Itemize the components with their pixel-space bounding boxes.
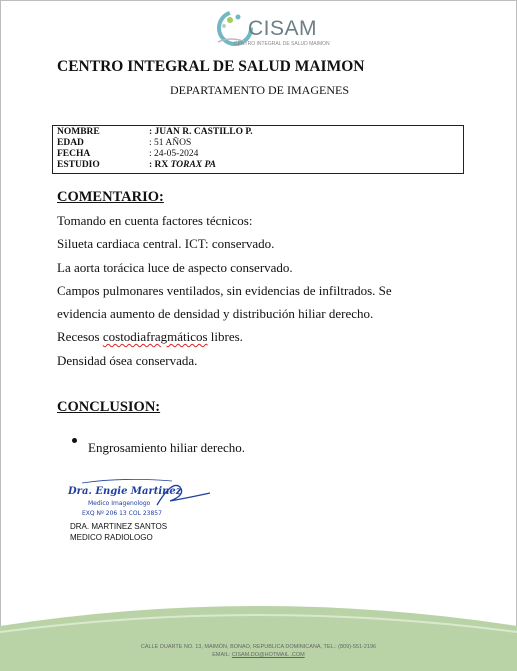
field-label-edad: EDAD bbox=[57, 138, 84, 148]
conclusion-heading: CONCLUSION: bbox=[57, 399, 161, 415]
estudio-prefix: : RX bbox=[149, 160, 171, 170]
estudio-name: TORAX PA bbox=[170, 160, 216, 170]
field-label-estudio: ESTUDIO bbox=[57, 160, 100, 170]
comment-line: Silueta cardiaca central. ICT: conservado. bbox=[57, 236, 275, 251]
comment-line: Tomando en cuenta factores técnicos: bbox=[57, 213, 253, 228]
stamp-name: Dra. Engie Martinez bbox=[68, 486, 182, 497]
recesos-before: Recesos bbox=[57, 329, 103, 344]
comment-line-recesos bbox=[57, 329, 243, 345]
comment-line: Campos pulmonares ventilados, sin evidencias de infiltrados. Se bbox=[57, 283, 392, 298]
field-value-nombre: : JUAN R. CASTILLO P. bbox=[149, 127, 253, 137]
field-value-fecha: : 24-05-2024 bbox=[149, 149, 199, 159]
footer-email-line bbox=[0, 652, 517, 658]
logo-text: CISAM bbox=[248, 17, 318, 40]
field-label-fecha: FECHA bbox=[57, 149, 91, 159]
footer-address: CALLE DUARTE NO. 13, MAIMÓN, BONAO, REPUBLICA DOMINICANA, TEL.: (809)-551-2196 bbox=[140, 644, 377, 650]
comment-line: Densidad ósea conservada. bbox=[57, 353, 198, 368]
signature-stamp bbox=[62, 475, 212, 523]
spellcheck-flagged-word: costodiafragmáticos bbox=[102, 329, 208, 344]
stamp-role: Medico Imagenologo bbox=[88, 500, 151, 507]
organization-title: CENTRO INTEGRAL DE SALUD MAIMON bbox=[57, 58, 365, 75]
footer-email[interactable]: CISAM.DO@HOTMAIL .COM bbox=[231, 652, 305, 658]
comment-line: evidencia aumento de densidad y distribución hiliar derecho. bbox=[57, 306, 374, 321]
logo-subtitle: CENTRO INTEGRAL DE SALUD MAIMON bbox=[234, 41, 330, 47]
comentario-heading: COMENTARIO: bbox=[57, 189, 164, 205]
signer-title: MEDICO RADIOLOGO bbox=[70, 533, 153, 542]
recesos-after: libres. bbox=[207, 329, 243, 344]
field-value-estudio bbox=[149, 160, 216, 170]
signer-name: DRA. MARTINEZ SANTOS bbox=[70, 522, 168, 531]
field-label-nombre: NOMBRE bbox=[57, 127, 100, 137]
footer-wave bbox=[0, 596, 517, 671]
comment-line: La aorta torácica luce de aspecto conservado. bbox=[57, 260, 293, 275]
stamp-ids: EXQ Nº 206 13 COL 23857 bbox=[82, 510, 162, 517]
field-value-edad: : 51 AÑOS bbox=[149, 138, 192, 148]
bullet-icon bbox=[72, 438, 77, 443]
department-title: DEPARTAMENTO DE IMAGENES bbox=[170, 83, 349, 97]
conclusion-item: Engrosamiento hiliar derecho. bbox=[88, 440, 246, 455]
footer-email-prefix: EMAIL: bbox=[212, 652, 232, 658]
patient-info-box bbox=[52, 125, 464, 174]
